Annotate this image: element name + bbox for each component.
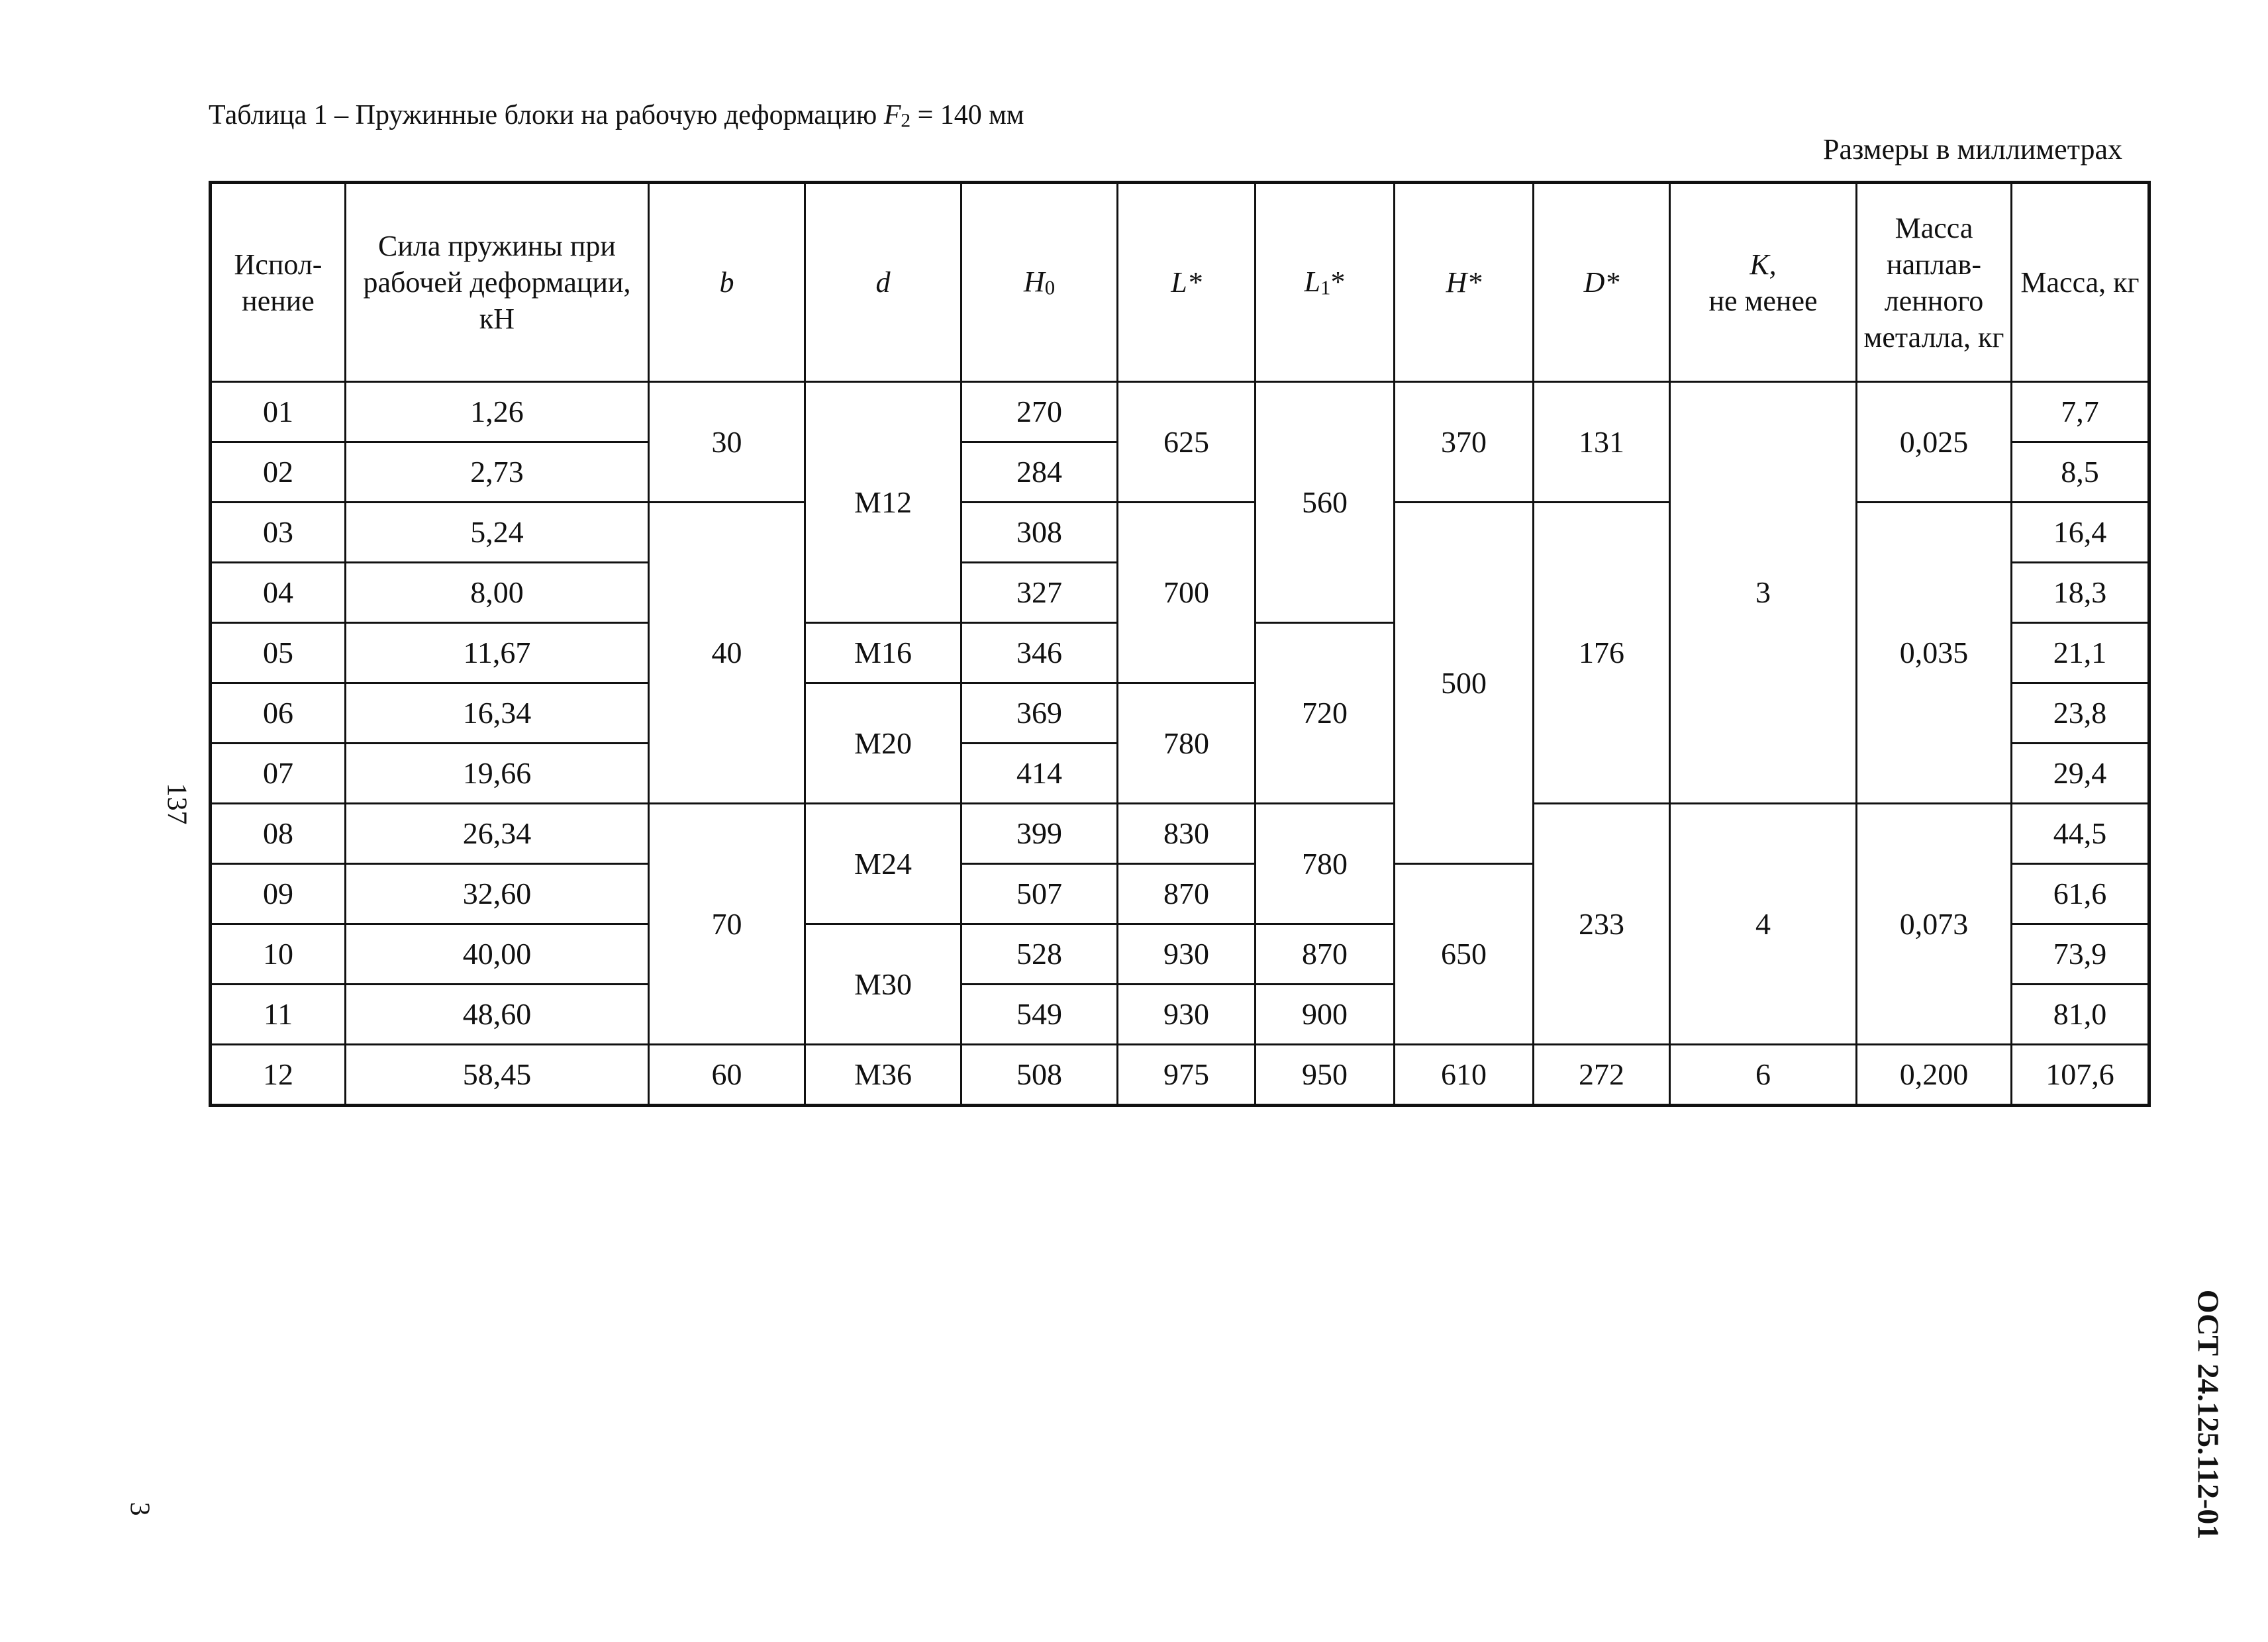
cell-h0: 327 xyxy=(961,563,1118,623)
cell-variant: 03 xyxy=(211,503,346,563)
cell-force: 19,66 xyxy=(346,744,649,804)
cell-h0: 399 xyxy=(961,804,1118,864)
caption-variable: F xyxy=(883,100,901,130)
header-h0 xyxy=(961,183,1118,382)
cell-force: 32,60 xyxy=(346,864,649,924)
cell-l1: 560 xyxy=(1256,382,1395,623)
header-l1-star: * xyxy=(1330,266,1346,299)
cell-h0: 369 xyxy=(961,683,1118,744)
cell-weld-mass: 0,073 xyxy=(1857,804,2012,1045)
cell-mass: 21,1 xyxy=(2012,623,2149,683)
cell-l: 780 xyxy=(1118,683,1256,804)
cell-variant: 10 xyxy=(211,924,346,985)
table-row xyxy=(211,382,2149,442)
cell-l: 975 xyxy=(1118,1045,1256,1106)
cell-dd: 131 xyxy=(1534,382,1670,503)
cell-k: 6 xyxy=(1670,1045,1857,1106)
cell-variant: 06 xyxy=(211,683,346,744)
cell-d: M24 xyxy=(805,804,961,924)
cell-variant: 09 xyxy=(211,864,346,924)
header-l1 xyxy=(1256,183,1395,382)
cell-dd: 272 xyxy=(1534,1045,1670,1106)
header-l: L* xyxy=(1118,183,1256,382)
cell-h: 650 xyxy=(1395,864,1534,1045)
cell-h0: 549 xyxy=(961,985,1118,1045)
cell-dd: 233 xyxy=(1534,804,1670,1045)
cell-d: M20 xyxy=(805,683,961,804)
cell-h0: 270 xyxy=(961,382,1118,442)
cell-l1: 900 xyxy=(1256,985,1395,1045)
cell-mass: 29,4 xyxy=(2012,744,2149,804)
document-code: ОСТ 24.125.112-01 xyxy=(2191,1289,2226,1540)
sheet-number: 3 xyxy=(124,1502,155,1516)
cell-h: 370 xyxy=(1395,382,1534,503)
caption-value: = 140 мм xyxy=(911,100,1024,130)
cell-variant: 02 xyxy=(211,442,346,503)
cell-force: 5,24 xyxy=(346,503,649,563)
cell-mass: 44,5 xyxy=(2012,804,2149,864)
header-h0-var: H xyxy=(1023,266,1045,299)
cell-l: 625 xyxy=(1118,382,1256,503)
table-row xyxy=(211,503,2149,563)
cell-l1: 720 xyxy=(1256,623,1395,804)
cell-force: 48,60 xyxy=(346,985,649,1045)
header-mass: Масса, кг xyxy=(2012,183,2149,382)
table-row xyxy=(211,1045,2149,1106)
cell-force: 11,67 xyxy=(346,623,649,683)
cell-l1: 870 xyxy=(1256,924,1395,985)
cell-h: 610 xyxy=(1395,1045,1534,1106)
cell-h0: 308 xyxy=(961,503,1118,563)
cell-mass: 107,6 xyxy=(2012,1045,2149,1106)
cell-mass: 7,7 xyxy=(2012,382,2149,442)
cell-b: 30 xyxy=(649,382,805,503)
cell-h0: 507 xyxy=(961,864,1118,924)
cell-force: 8,00 xyxy=(346,563,649,623)
header-h0-sub: 0 xyxy=(1044,277,1056,300)
cell-variant: 04 xyxy=(211,563,346,623)
cell-b: 70 xyxy=(649,804,805,1045)
header-k-var: K, xyxy=(1750,248,1777,281)
cell-mass: 61,6 xyxy=(2012,864,2149,924)
header-variant: Испол-нение xyxy=(211,183,346,382)
cell-d: M36 xyxy=(805,1045,961,1106)
cell-k: 4 xyxy=(1670,804,1857,1045)
cell-variant: 08 xyxy=(211,804,346,864)
cell-force: 1,26 xyxy=(346,382,649,442)
page-number: 137 xyxy=(161,783,192,825)
header-b: b xyxy=(649,183,805,382)
cell-variant: 05 xyxy=(211,623,346,683)
cell-variant: 11 xyxy=(211,985,346,1045)
cell-mass: 23,8 xyxy=(2012,683,2149,744)
cell-force: 2,73 xyxy=(346,442,649,503)
cell-l: 930 xyxy=(1118,985,1256,1045)
cell-force: 58,45 xyxy=(346,1045,649,1106)
cell-force: 26,34 xyxy=(346,804,649,864)
cell-h0: 508 xyxy=(961,1045,1118,1106)
caption-subscript: 2 xyxy=(901,110,911,132)
cell-l: 930 xyxy=(1118,924,1256,985)
cell-h0: 284 xyxy=(961,442,1118,503)
table-row xyxy=(211,804,2149,864)
spring-blocks-table xyxy=(209,181,2151,1107)
cell-l: 870 xyxy=(1118,864,1256,924)
caption-text: Таблица 1 – Пружинные блоки на рабочую деформацию xyxy=(209,100,884,130)
cell-d: M16 xyxy=(805,623,961,683)
cell-h0: 346 xyxy=(961,623,1118,683)
cell-mass: 18,3 xyxy=(2012,563,2149,623)
header-h: H* xyxy=(1395,183,1534,382)
cell-h0: 528 xyxy=(961,924,1118,985)
cell-variant: 01 xyxy=(211,382,346,442)
cell-d: M30 xyxy=(805,924,961,1045)
cell-h0: 414 xyxy=(961,744,1118,804)
table-caption xyxy=(209,99,1024,132)
cell-l1: 950 xyxy=(1256,1045,1395,1106)
header-dd: D* xyxy=(1534,183,1670,382)
cell-h: 500 xyxy=(1395,503,1534,864)
cell-b: 40 xyxy=(649,503,805,804)
cell-l: 700 xyxy=(1118,503,1256,683)
units-note: Размеры в миллиметрах xyxy=(1823,133,2122,166)
cell-force: 16,34 xyxy=(346,683,649,744)
cell-variant: 07 xyxy=(211,744,346,804)
cell-l: 830 xyxy=(1118,804,1256,864)
header-row xyxy=(211,183,2149,382)
header-l1-var: L xyxy=(1304,266,1321,299)
header-k xyxy=(1670,183,1857,382)
header-d: d xyxy=(805,183,961,382)
cell-weld-mass: 0,035 xyxy=(1857,503,2012,804)
cell-weld-mass: 0,200 xyxy=(1857,1045,2012,1106)
cell-dd: 176 xyxy=(1534,503,1670,804)
cell-l1: 780 xyxy=(1256,804,1395,924)
cell-mass: 73,9 xyxy=(2012,924,2149,985)
cell-mass: 16,4 xyxy=(2012,503,2149,563)
header-weld-mass: Масса наплав-ленного металла, кг xyxy=(1857,183,2012,382)
cell-k: 3 xyxy=(1670,382,1857,804)
cell-d: M12 xyxy=(805,382,961,623)
cell-mass: 8,5 xyxy=(2012,442,2149,503)
cell-force: 40,00 xyxy=(346,924,649,985)
cell-variant: 12 xyxy=(211,1045,346,1106)
header-l1-sub: 1 xyxy=(1320,277,1331,300)
cell-b: 60 xyxy=(649,1045,805,1106)
header-k-note: не менее xyxy=(1708,284,1818,317)
cell-mass: 81,0 xyxy=(2012,985,2149,1045)
cell-weld-mass: 0,025 xyxy=(1857,382,2012,503)
header-force: Сила пружины при рабочей деформации, кН xyxy=(346,183,649,382)
